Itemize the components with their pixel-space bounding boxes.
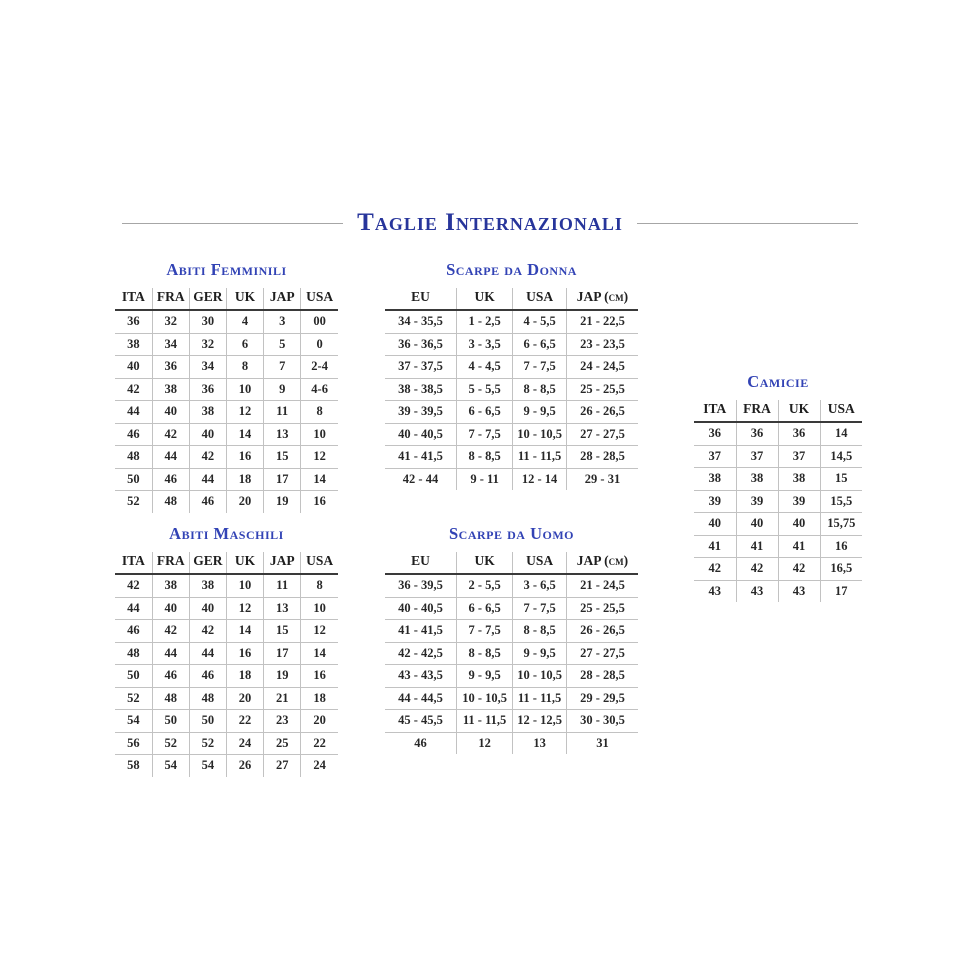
size-cell: 23 - 23,5 [566,333,638,356]
size-cell: 10 [301,597,338,620]
size-cell: 37 [694,445,736,468]
table-row [115,491,338,513]
size-cell: 37 - 37,5 [385,356,456,379]
table-row [385,423,638,446]
table-row [115,378,338,401]
size-cell: 52 [189,732,226,755]
section-title-scarpe-da-donna: Scarpe da Donna [446,260,577,279]
size-cell: 41 [694,535,736,558]
table-row [115,642,338,665]
size-cell: 14 [226,620,263,643]
size-cell: 12 - 12,5 [513,710,567,733]
size-cell: 24 - 24,5 [566,356,638,379]
size-cell: 20 [226,491,263,513]
size-cell: 40 - 40,5 [385,423,456,446]
page-title: Taglie Internazionali [357,209,623,236]
size-cell: 17 [820,580,862,602]
size-cell: 15 [264,446,301,469]
size-cell: 46 [152,665,189,688]
size-cell: 54 [115,710,152,733]
table-row [385,574,638,597]
table-row [115,446,338,469]
size-cell: 18 [226,665,263,688]
table-row [115,333,338,356]
size-cell: 14 [226,423,263,446]
size-cell: 43 [736,580,778,602]
column-header: USA [301,552,338,574]
size-cell: 12 [301,620,338,643]
table-row [385,710,638,733]
camicie-table [694,400,862,602]
size-cell: 28 - 28,5 [566,665,638,688]
size-cell: 34 - 35,5 [385,310,456,333]
size-cell: 10 - 10,5 [513,665,567,688]
size-cell: 30 [189,310,226,333]
size-cell: 42 - 44 [402,471,439,486]
size-cell: 6 [226,333,263,356]
size-cell: 0 [301,333,338,356]
size-cell: 15 [820,468,862,491]
size-cell: 30 - 30,5 [566,710,638,733]
size-cell: 15 [264,620,301,643]
table-row [115,401,338,424]
size-cell: 54 [189,755,226,777]
size-cell: 52 [152,732,189,755]
size-cell: 23 [264,710,301,733]
size-cell: 38 [152,378,189,401]
size-cell: 48 [152,687,189,710]
size-cell: 25 [264,732,301,755]
size-cell: 12 [226,597,263,620]
size-cell: 40 [189,597,226,620]
table-row [115,468,338,491]
size-cell: 44 [189,642,226,665]
column-header: GER [189,288,226,310]
size-cell: 6 - 6,5 [456,597,512,620]
table-row [694,513,862,536]
size-cell: 16,5 [820,558,862,581]
table-row [385,401,638,424]
size-cell: 4 [226,310,263,333]
table-row [115,755,338,777]
size-cell: 26 - 26,5 [566,620,638,643]
column-header: JAP (cm) [566,552,638,574]
column-header: EU [385,288,456,310]
size-cell: 58 [127,758,140,772]
size-cell: 52 [115,687,152,710]
size-cell: 21 - 24,5 [566,574,638,597]
size-cell: 46 [414,735,427,750]
size-cell: 42 [778,558,820,581]
size-cell: 38 [189,401,226,424]
size-cell: 27 [264,755,301,777]
size-cell: 7 [264,356,301,379]
size-cell: 10 - 10,5 [456,687,512,710]
size-cell: 41 [736,535,778,558]
size-cell: 24 [301,755,338,777]
size-cell: 48 [115,446,152,469]
size-cell: 42 [189,446,226,469]
size-cell: 42 - 42,5 [385,642,456,665]
size-cell: 44 [115,597,152,620]
size-cell: 34 [189,356,226,379]
section-title-scarpe-da-uomo: Scarpe da Uomo [448,524,574,543]
size-cell: 42 [189,620,226,643]
size-cell: 12 - 14 [513,468,567,490]
size-cell: 44 [189,468,226,491]
size-cell: 13 [264,423,301,446]
size-cell: 38 [736,468,778,491]
table-row [115,574,338,597]
size-cell: 42 [152,620,189,643]
size-cell: 54 [152,755,189,777]
table-row [115,423,338,446]
page-title-row [122,208,858,238]
column-header: UK [456,552,512,574]
size-cell: 11 - 11,5 [513,687,567,710]
size-cell: 29 - 31 [566,468,638,490]
size-cell: 48 [115,642,152,665]
size-cell: 46 [115,423,152,446]
size-cell: 11 - 11,5 [456,710,512,733]
size-cell: 50 [189,710,226,733]
column-header: UK [456,288,512,310]
size-cell: 11 [264,401,301,424]
size-cell: 38 [694,468,736,491]
size-cell: 39 - 39,5 [385,401,456,424]
size-cell: 27 - 27,5 [566,642,638,665]
size-cell: 7 - 7,5 [513,356,567,379]
size-cell: 4 - 5,5 [513,310,567,333]
size-cell: 20 [301,710,338,733]
size-cell: 42 [736,558,778,581]
table-row [115,710,338,733]
size-cell: 37 [778,445,820,468]
column-header: EU [385,552,456,574]
size-cell: 7 - 7,5 [456,620,512,643]
column-header: FRA [152,552,189,574]
column-header: ITA [115,552,152,574]
size-cell: 45 - 45,5 [385,710,456,733]
size-cell: 38 [115,333,152,356]
table-row [115,732,338,755]
size-cell: 40 [778,513,820,536]
size-cell: 3 - 3,5 [456,333,512,356]
size-cell: 34 [152,333,189,356]
size-cell: 36 [189,378,226,401]
section-scarpe-da-uomo [385,524,638,754]
size-cell: 22 [226,710,263,733]
title-rule-right [637,223,858,224]
size-cell: 10 - 10,5 [513,423,567,446]
size-cell: 11 - 11,5 [513,446,567,469]
header-row [385,288,638,310]
size-cell: 10 [301,423,338,446]
column-header: USA [301,288,338,310]
size-cell: 2-4 [301,356,338,379]
size-cell: 9 - 11 [456,468,512,490]
header-row [115,552,338,574]
size-cell: 36 [152,356,189,379]
section-abiti-femminili [115,260,338,513]
column-header: USA [820,400,862,422]
size-cell: 46 [115,620,152,643]
table-row [694,535,862,558]
size-cell: 41 - 41,5 [385,620,456,643]
size-cell: 56 [115,732,152,755]
size-cell: 21 - 22,5 [566,310,638,333]
table-row [115,310,338,333]
size-cell: 15,5 [820,490,862,513]
size-cell: 42 [694,558,736,581]
section-camicie [694,372,862,602]
size-cell: 1 - 2,5 [456,310,512,333]
size-cell: 8 [301,574,338,597]
size-cell: 11 [264,574,301,597]
table-row [385,333,638,356]
size-cell: 4 - 4,5 [456,356,512,379]
size-cell: 9 - 9,5 [513,401,567,424]
size-cell: 10 [226,574,263,597]
size-cell: 32 [189,333,226,356]
size-cell: 16 [226,446,263,469]
table-row [385,446,638,469]
size-cell: 10 [226,378,263,401]
column-header: FRA [152,288,189,310]
size-cell: 26 - 26,5 [566,401,638,424]
column-header: ITA [694,400,736,422]
size-cell: 38 [778,468,820,491]
size-cell: 14 [301,642,338,665]
size-cell: 36 - 36,5 [385,333,456,356]
size-cell: 14 [820,422,862,445]
column-header: JAP [264,288,301,310]
size-cell: 39 [736,490,778,513]
size-cell: 46 [152,468,189,491]
table-row [385,378,638,401]
size-cell: 42 [115,378,152,401]
column-header: UK [226,552,263,574]
abiti-maschili-table [115,552,338,777]
size-cell: 48 [189,687,226,710]
size-cell: 17 [264,642,301,665]
size-cell: 6 - 6,5 [513,333,567,356]
table-row [385,356,638,379]
size-cell: 40 [189,423,226,446]
table-row [115,597,338,620]
title-rule-left [122,223,343,224]
size-cell: 16 [226,642,263,665]
size-cell: 12 [456,732,512,754]
table-row [694,468,862,491]
column-header: USA [513,552,567,574]
size-cell: 9 - 9,5 [513,642,567,665]
abiti-femminili-table [115,288,338,513]
size-cell: 18 [226,468,263,491]
size-cell: 40 - 40,5 [385,597,456,620]
size-cell: 8 [301,401,338,424]
size-cell: 8 - 8,5 [456,446,512,469]
size-cell: 40 [115,356,152,379]
size-cell: 50 [115,468,152,491]
column-header: USA [513,288,567,310]
size-cell: 00 [301,310,338,333]
size-cell: 38 [152,574,189,597]
size-cell: 48 [152,491,189,513]
size-cell: 41 [778,535,820,558]
size-cell: 46 [189,491,226,513]
size-cell: 46 [189,665,226,688]
table-row [115,665,338,688]
size-cell: 40 [152,597,189,620]
size-cell: 44 [152,446,189,469]
size-cell: 21 [264,687,301,710]
size-cell: 22 [301,732,338,755]
header-row [694,400,862,422]
size-cell: 19 [264,665,301,688]
size-cell: 12 [301,446,338,469]
column-header: JAP (cm) [566,288,638,310]
table-row [694,490,862,513]
size-cell: 27 - 27,5 [566,423,638,446]
table-row [385,310,638,333]
size-cell: 2 - 5,5 [456,574,512,597]
table-row [694,580,862,602]
size-cell: 14,5 [820,445,862,468]
section-title-camicie: Camicie [747,372,809,391]
column-header: UK [226,288,263,310]
size-cell: 36 - 39,5 [385,574,456,597]
size-cell: 9 - 9,5 [456,665,512,688]
size-cell: 38 - 38,5 [385,378,456,401]
size-cell: 8 [226,356,263,379]
size-cell: 50 [152,710,189,733]
size-cell: 41 - 41,5 [385,446,456,469]
table-row [385,597,638,620]
column-header: GER [189,552,226,574]
size-cell: 6 - 6,5 [456,401,512,424]
size-cell: 43 [778,580,820,602]
size-cell: 43 [708,583,721,598]
section-scarpe-da-donna [385,260,638,490]
scarpe-da-donna-table [385,288,638,490]
size-cell: 8 - 8,5 [513,378,567,401]
table-row [385,665,638,688]
column-header: UK [778,400,820,422]
size-cell: 8 - 8,5 [513,620,567,643]
size-cell: 7 - 7,5 [456,423,512,446]
size-cell: 40 [694,513,736,536]
size-cell: 32 [152,310,189,333]
size-cell: 15,75 [820,513,862,536]
table-row [694,445,862,468]
size-cell: 44 [115,401,152,424]
size-cell: 36 [736,422,778,445]
size-cell: 36 [778,422,820,445]
size-cell: 5 - 5,5 [456,378,512,401]
size-cell: 39 [694,490,736,513]
table-row [115,687,338,710]
size-cell: 36 [694,422,736,445]
size-cell: 20 [226,687,263,710]
header-row [115,288,338,310]
size-cell: 38 [189,574,226,597]
size-cell: 16 [301,491,338,513]
size-cell: 3 - 6,5 [513,574,567,597]
size-cell: 18 [301,687,338,710]
table-row [694,422,862,445]
table-row [385,468,638,490]
size-cell: 13 [264,597,301,620]
table-row [385,620,638,643]
size-cell: 39 [778,490,820,513]
column-header: JAP [264,552,301,574]
size-cell: 42 [115,574,152,597]
size-cell: 44 - 44,5 [385,687,456,710]
section-title-abiti-maschili: Abiti Maschili [169,524,284,543]
size-cell: 25 - 25,5 [566,597,638,620]
size-cell: 37 [736,445,778,468]
size-cell: 9 [264,378,301,401]
size-cell: 44 [152,642,189,665]
size-cell: 42 [152,423,189,446]
size-cell: 14 [301,468,338,491]
column-header: ITA [115,288,152,310]
scarpe-da-uomo-table [385,552,638,754]
column-header: FRA [736,400,778,422]
table-row [385,687,638,710]
size-cell: 16 [301,665,338,688]
size-cell: 29 - 29,5 [566,687,638,710]
size-cell: 4-6 [301,378,338,401]
size-cell: 12 [226,401,263,424]
table-row [385,642,638,665]
section-abiti-maschili [115,524,338,777]
size-cell: 50 [115,665,152,688]
table-row [115,356,338,379]
size-cell: 26 [226,755,263,777]
size-cell: 40 [152,401,189,424]
size-cell: 8 - 8,5 [456,642,512,665]
size-cell: 52 [127,494,140,508]
table-row [385,732,638,754]
section-title-abiti-femminili: Abiti Femminili [166,260,287,279]
size-cell: 28 - 28,5 [566,446,638,469]
size-cell: 7 - 7,5 [513,597,567,620]
size-cell: 25 - 25,5 [566,378,638,401]
table-row [115,620,338,643]
size-cell: 40 [736,513,778,536]
size-cell: 3 [264,310,301,333]
size-cell: 24 [226,732,263,755]
header-row [385,552,638,574]
table-row [694,558,862,581]
size-cell: 36 [115,310,152,333]
size-cell: 13 [513,732,567,754]
size-cell: 43 - 43,5 [385,665,456,688]
size-cell: 16 [820,535,862,558]
size-cell: 17 [264,468,301,491]
size-cell: 19 [264,491,301,513]
size-cell: 31 [566,732,638,754]
size-cell: 5 [264,333,301,356]
